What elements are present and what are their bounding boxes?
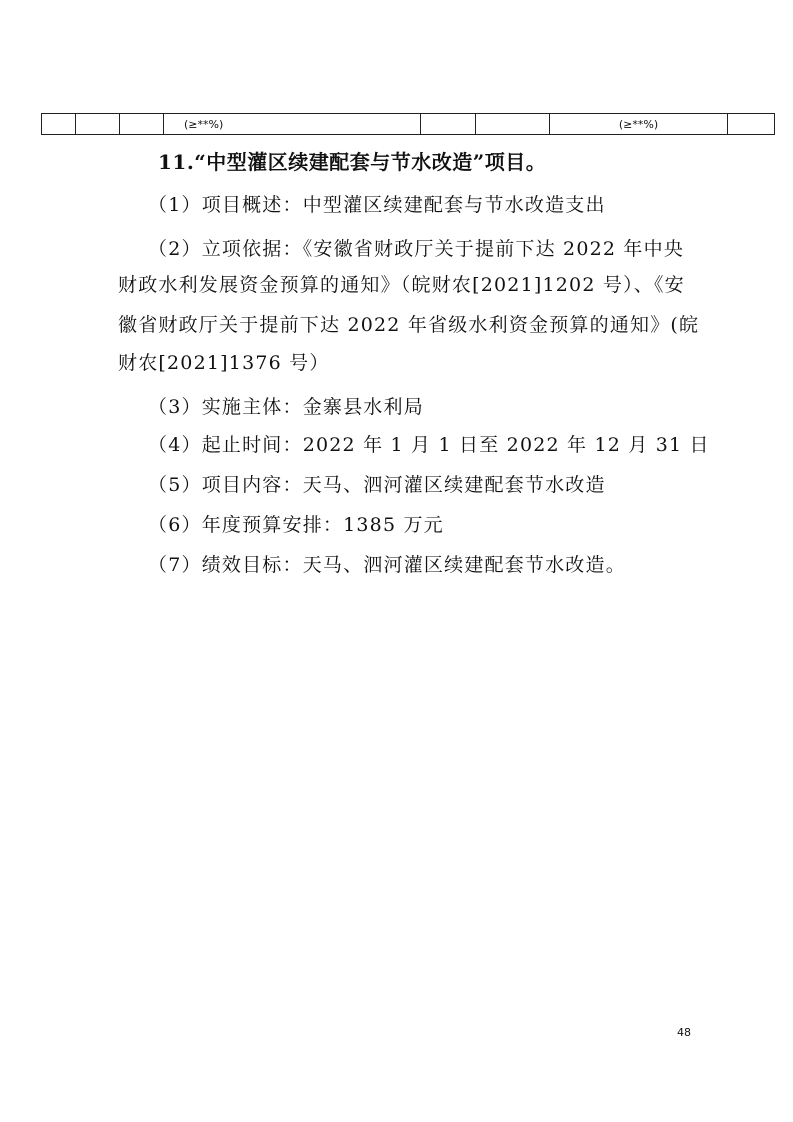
item-basis-line-1: （2）立项依据：《安徽省财政厅关于提前下达 2022 年中央 (148, 238, 685, 260)
table-row (42, 114, 775, 135)
section-heading: 11.“中型灌区续建配套与节水改造”项目。 (158, 150, 547, 174)
continuation-table-row (41, 113, 775, 135)
table-cell (76, 114, 120, 135)
table-cell (728, 114, 775, 135)
table-cell (476, 114, 550, 135)
item-period: （4）起止时间：2022 年 1 月 1 日至 2022 年 12 月 31 日 (148, 434, 710, 456)
item-overview: （1）项目概述：中型灌区续建配套与节水改造支出 (148, 194, 606, 216)
table-cell (120, 114, 164, 135)
table-cell-threshold: (≥**%) (164, 114, 421, 135)
table-cell (421, 114, 476, 135)
item-basis-line-4: 财农[2021]1376 号） (118, 352, 330, 374)
page-number: 48 (677, 1026, 691, 1039)
item-basis-line-3: 徽省财政厅关于提前下达 2022 年省级水利资金预算的通知》(皖 (118, 314, 700, 336)
item-basis-line-2: 财政水利发展资金预算的通知》（皖财农[2021]1202 号）、《安 (118, 274, 685, 296)
table-cell-threshold: (≥**%) (550, 114, 728, 135)
item-target: （7）绩效目标：天马、泗河灌区续建配套节水改造。 (148, 554, 626, 576)
item-budget: （6）年度预算安排：1385 万元 (148, 514, 444, 536)
table-cell (42, 114, 76, 135)
item-content: （5）项目内容：天马、泗河灌区续建配套节水改造 (148, 474, 606, 496)
item-implementer: （3）实施主体：金寨县水利局 (148, 396, 424, 418)
